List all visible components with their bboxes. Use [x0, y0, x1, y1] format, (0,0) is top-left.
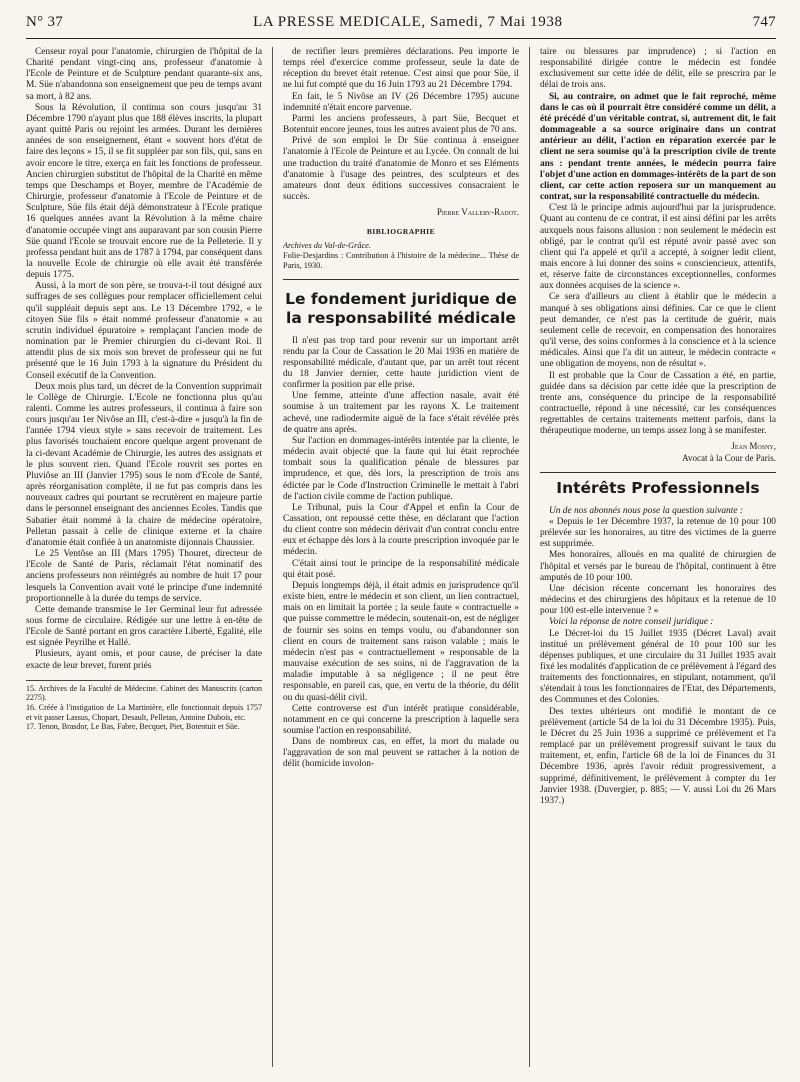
question-paragraph: « Depuis le 1er Décembre 1937, la retenue de 10 pour 100 prélevée sur les honoraires, au titre des victimes de la guerre est supprimée.: [539, 516, 776, 550]
paragraph: Aussi, à la mort de son père, se trouva-t-il tout désigné aux suffrages de ses collègues pour remplacer officiellement celui qu'il suppléait depuis sept ans. Le 13 Décembre 1792, « le citoyen Süe fils » était nommé professeur d'anatomie « au scrutin individuel épuratoire » remplaçant l'ancien mode de nomination par le Premier chirurgien du ci-devant Roi. Il attendit plus de six mois son brevet de professeur qui ne fut présenté que le 16 Juin 1793 à la signature du Président du Conseil exécutif de la Convention.: [26, 281, 263, 381]
answer-intro: Voici la réponse de notre conseil juridique :: [548, 617, 714, 628]
question-paragraph: Une décision récente concernant les honoraires des médecins et des chirurgiens des hôpitaux et la retenue de 10 pour 100 est-elle intervenue ? »: [539, 583, 776, 617]
columns: [26, 47, 776, 1067]
footnotes: [26, 680, 262, 732]
paragraph: Une femme, atteinte d'une affection nasale, avait été soumise à un traitement par les rayons X. Le traitement achevé, une radiodermite aiguë de la face s'était révélée près de quatre ans après.: [282, 391, 519, 435]
author-title: Avocat à la Cour de Paris.: [682, 452, 776, 463]
paragraph: Plusieurs, ayant omis, et pour cause, de préciser la date exacte de leur brevet, furent priés: [26, 649, 263, 671]
column-3: [540, 47, 776, 1067]
paragraph: taire ou blessures par imprudence) ; si l'action en responsabilité dirigée contre le médecin est fondée exclusivement sur cette idée de délit, elle se prescrira par le délai de trois ans.: [539, 47, 776, 91]
paragraph: Il n'est pas trop tard pour revenir sur un important arrêt rendu par la Cour de Cassation le 20 Mai 1936 en matière de responsabilité médicale, d'autant que, par un arrêt tout récent du 18 Janvier dernier, cette haute juridiction vient de confirmer la position par elle prise.: [282, 335, 519, 391]
bibliography-entry: Archives du Val-de-Grâce.: [282, 240, 371, 250]
page-number: 747: [752, 14, 776, 30]
paragraph: C'était ainsi tout le principe de la responsabilité médicale qui était posé.: [282, 558, 519, 580]
paragraph: Depuis longtemps déjà, il était admis en jurisprudence qu'il existe bien, entre le médecin et son client, un lien contractuel, mais on en limitait la portée ; la seule faute « contractuelle » que puisse commettre le médecin, soutenait-on, est de négliger de fournir ses soins en temps voulu, ou d'abandonner son client en cours de traitement sans raison valable ; mais le médecin n'est pas « contractuellement » responsable de la mauvaise exécution de ses soins, ni de l'aggravation de la maladie imputable à sa négligence ; il ne peut être responsable, en pareil cas, que, en vertu de la théorie, du délit ou du quasi-délit civil.: [282, 580, 519, 703]
section-title: Intérêts Professionnels: [556, 478, 760, 497]
paragraph: En fait, le 5 Nivôse an IV (26 Décembre 1795) aucune indemnité n'était encore parvenue.: [282, 91, 519, 113]
answer-paragraph: Le Décret-loi du 15 Juillet 1935 (Décret Laval) avait institué un prélèvement général de 10 pour 100 sur les dépenses publiques, et une circulaire du 31 Juillet 1935 avait fixé les modalités d'application de ce prélèvement à l'égard des traitements des fonctionnaires, en stipulant, notamment, qu'il s'étendait à tous les fonctionnaires de l'Etat, des Départements, des Communes et des Colonies.: [539, 628, 776, 706]
paragraph: Le Tribunal, puis la Cour d'Appel et enfin la Cour de Cassation, ont repoussé cette thèse, en déclarant que l'action du client contre son médecin dérivait d'un contrat conclu entre eux et échappe dès lors à la courte prescription invoquée par le médecin.: [282, 502, 519, 558]
masthead-title: LA PRESSE MEDICALE, Samedi, 7 Mai 1938: [253, 14, 563, 30]
paragraph: Privé de son emploi le Dr Süe continua à enseigner l'anatomie à l'Ecole de Peinture et au Lycée. On connaît de lui une traduction du traité d'anatomie de Monro et ses Eléments d'anatomie à l'usage des peintres, des sculpteurs et des amateurs dont deux éditions successives consacraient le succès.: [282, 136, 519, 203]
paragraph: de rectifier leurs premières déclarations. Peu importe le temps réel d'exercice comme professeur, seule la date de réception du brevet était retenue. C'est ainsi que pour Süe, il ne lui fut compté que du 16 Juin 1793 au 21 Décembre 1794.: [282, 47, 519, 91]
paragraph: C'est là le principe admis aujourd'hui par la jurisprudence. Quant au contenu de ce contrat, il est ainsi défini par les arrêts auxquels nous faisons allusion : non seulement le médecin est obligé, par le contrat qu'il est réputé avoir passé avec son client qui l'a appelé et qu'il a accepté, à soigner ledit client, mais encore à lui donner des soins « consciencieux, attentifs, et, réserve faite de circonstances exceptionnelles, conformes aux données acquises de la science ».: [539, 203, 776, 292]
page-header: [26, 14, 776, 39]
section-divider: [283, 279, 519, 280]
paragraph: Il est probable que la Cour de Cassation a été, en partie, guidée dans sa décision par cette idée que la prescription de trente ans, conséquence du principe de la responsabilité contractuelle, répond à une nécessité, car les conséquences regrettables de certains traitements mettent parfois, dans la thérapeutique moderne, un temps assez long à se manifester.: [539, 370, 776, 437]
issue-number: N° 37: [26, 14, 64, 30]
bibliography: [283, 241, 519, 271]
paragraph: Si, au contraire, on admet que le fait reproché, même dans le cas où il pourrait être considéré comme un délit, a été précédé d'un véritable contrat, si, autrement dit, le fait dommageable a sa source originaire dans un contrat antérieur au délit, l'action en réparation exercée par le client ne sera soumise qu'à la prescription civile de trente ans : pendant trente années, le médecin pourra faire l'objet d'une action en dommages-intérêts de la part de son client, car cette action reposera sur un manquement au contrat, sur la responsabilité contractuelle du médecin.: [539, 91, 776, 203]
section-divider: [540, 472, 776, 473]
footnote: 15. Archives de la Faculté de Médecine. Cabinet des Manuscrits (carton 2275).: [26, 683, 263, 703]
paragraph: Ce sera d'ailleurs au client à établir que le médecin a manqué à ses obligations ainsi définies. Car ce que le client peut demander, ce n'est pas la certitude de guérir, mais seulement celle de recevoir, en compensation des honoraires qu'il verse, des soins conformes à la conscience et à la science médicales. Ainsi que l'a dit un auteur, le médecin contracte « une obligation de moyens, non de résultat ».: [539, 292, 776, 370]
question-intro: Un de nos abonnés nous pose la question suivante :: [548, 505, 743, 516]
paragraph: Censeur royal pour l'anatomie, chirurgien de l'hôpital de la Charité pendant vingt-cinq ans, professeur d'anatomie à l'Ecole de Peinture et de Sculpture pendant quarante-six ans, M. Süe n'abandonna son enseignement que peu de temps avant sa mort, à 82 ans.: [26, 47, 263, 102]
footnote: 16. Créée à l'instigation de La Martinière, elle fonctionnait depuis 1757 et vit passer Lassus, Chopart, Desault, Pelletan, Antoine Dubois, etc.: [26, 702, 263, 722]
paragraph: Sous la Révolution, il continua son cours jusqu'au 31 Décembre 1790 n'ayant plus que 188 élèves inscrits, la plupart ayant quitté Paris ou rejoint les armées. Durant les dernières années de son enseignement, étant « souvent hors d'état de faire des leçons » 15, il se fit suppléer par son fils, qui, sans en avoir encore le titre, exerça en fait les fonctions de professeur. Ancien chirurgien substitut de l'hôpital de la Charité en même temps que Deschamps et Boyer, membre de l'Académie de Chirurgie, professeur d'anatomie à l'Ecole de Peinture et de Sculpture, Süe fils était déjà démonstrateur à l'Ecole pratique 16 quelques années avant la Révolution à la même chaire d'anatomie occupée vingt ans auparavant par son cousin Pierre Süe quand l'Ecole se trouvait encore rue de la Pelleterie. Il y professa pendant huit ans de 1787 à 1794, par conséquent dans la nouvelle Ecole de chirurgie où elle avait été transférée depuis 1775.: [26, 102, 263, 281]
column-divider: [272, 47, 273, 1067]
paragraph: Cette controverse est d'un intérêt pratique considérable, notamment en ce qui concerne la prescription à laquelle sera soumise l'action en responsabilité.: [282, 703, 519, 736]
paragraph: Cette demande transmise le 1er Germinal leur fut adressée sous forme de circulaire. Rédigée sur une lettre à en-tête de l'Ecole de Santé portant en gros caractère Liberté, Egalité, elle est signée Peyrilhe et Hallé.: [26, 604, 263, 649]
column-divider: [529, 47, 530, 1067]
bibliography-entry: Folie-Desjardins : Contribution à l'histoire de la médecine... Thèse de Paris, 1930.: [282, 250, 519, 270]
author-signature: Jean Mosny,: [731, 441, 776, 452]
bibliography-heading: BIBLIOGRAPHIE: [366, 227, 436, 237]
paragraph: Parmi les anciens professeurs, à part Süe, Becquet et Botentuit encore jeunes, tous les autres avaient plus de 70 ans.: [282, 113, 519, 136]
article-title: Le fondement juridique de la responsabilité médicale: [285, 289, 517, 327]
paragraph: Dans de nombreux cas, en effet, la mort du malade ou l'aggravation de son mal peuvent se rattacher à la notion de délit (homicide involon-: [282, 737, 519, 770]
paragraph: Sur l'action en dommages-intérêts intentée par la cliente, le médecin avait objecté que la faute qui lui était reprochée tombait sous la qualification pénale de blessures par imprudence, et que, dès lors, la prescription de trois ans édictée par le Code d'Instruction Criminelle le mettait à l'abri de l'action civile comme de l'action publique.: [282, 435, 519, 502]
answer-paragraph: Des textes ultérieurs ont modifié le montant de ce prélèvement (article 54 de la loi du 31 Décembre 1935). Puis, le Décret du 25 Juin 1936 a supprimé ce prélèvement et l'a remplacé par un prélèvement progressif suivant le taux du traitement, et, enfin, l'article 68 de la loi de Finances du 31 Décembre 1936, après l'avoir réduit progressivement, a supprimé, définitivement, le prélèvement à compter du 1er Janvier 1938. (Duvergier, p. 885; — V. aussi Loi du 26 Mars 1937.): [539, 706, 776, 806]
author-signature: Pierre Vallery-Radot.: [436, 207, 519, 218]
footnote: 17. Tenon, Brasdor, Le Bas, Fabre, Becquet, Piet, Botentuit et Süe.: [26, 722, 240, 732]
paragraph: Le 25 Ventôse an III (Mars 1795) Thouret, directeur de l'Ecole de Santé de Paris, réclamait l'état nominatif des anciens professeurs non réintégrés au nombre de huit 17 pour lesquels la Convention avait voté le principe d'une indemnité proportionnelle à la durée du temps de service.: [26, 549, 263, 604]
paragraph: Deux mois plus tard, un décret de la Convention supprimait le Collège de Chirurgie. L'Ecole ne fonctionna plus qu'au ralenti. Comme les autres professeurs, il continua à faire son cours jusqu'au 1er Nivôse an III, c'est-à-dire « jusqu'à la fin de l'année 1794 vieux style » sans recevoir de traitement. Les plus favorisés touchaient encore quelque argent provenant de la ci-devant Académie de Chirurgie, les autres des assignats et le plus souvent rien. Quand l'Ecole rouvrit ses portes en Pluviôse an III (Janvier 1795) sous le nom d'Ecole de Santé, après réorganisation complète, il ne fut pas compris dans les nouveaux cadres qui pourtant se recrutèrent en majeure partie dans le personnel enseignant des anciennes Ecoles. Tandis que Sabatier était nommé à la chaire de médecine opératoire, Pelletan passait à celle de clinique externe et la chaire d'anatomie était confiée à un anatomiste dijonnais Chaussier.: [26, 381, 263, 548]
question-paragraph: Mes honoraires, alloués en ma qualité de chirurgien de l'hôpital et versés par le bureau de l'hôpital, continuent à être amputés de 10 pour 100.: [539, 550, 776, 583]
column-1: [26, 47, 262, 1067]
column-2: [283, 47, 519, 1067]
